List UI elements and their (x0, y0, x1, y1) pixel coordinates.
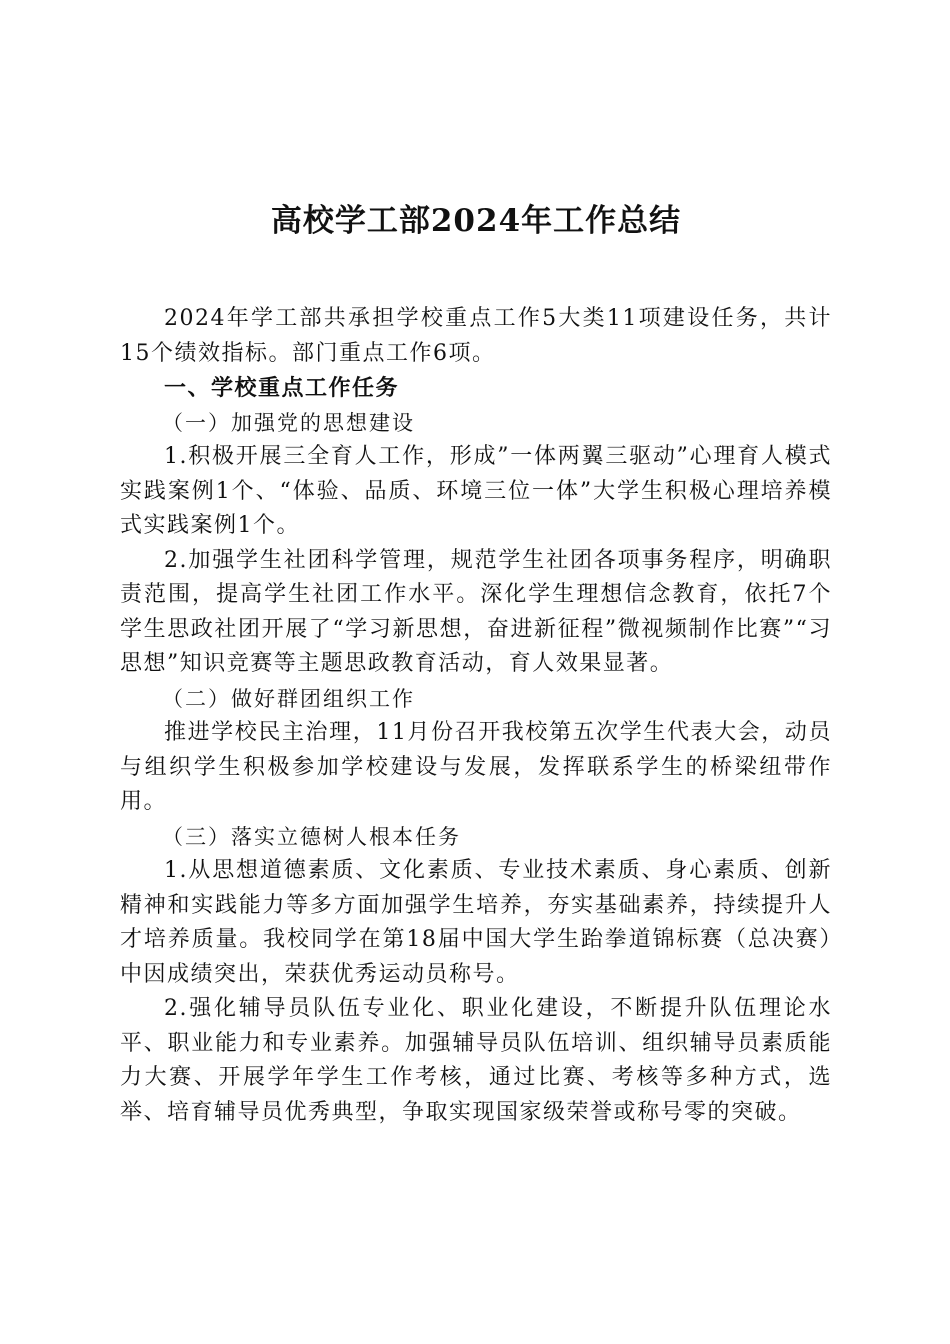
paragraph-3-1: 1.从思想道德素质、文化素质、专业技术素质、身心素质、创新精神和实践能力等多方面加强学生培养，夯实基础素养，持续提升人才培养质量。我校同学在第18届中国大学生跆拳道锦标赛（总决赛）中因成绩突出，荣获优秀运动员称号。 (120, 858, 832, 987)
paragraph-1-2: 2.加强学生社团科学管理，规范学生社团各项事务程序，明确职责范围，提高学生社团工作水平。深化学生理想信念教育，依托7个学生思政社团开展了“学习新思想，奋进新征程”微视频制作比赛”“习思想”知识竞赛等主题思政教育活动，育人效果显著。 (120, 547, 832, 676)
intro-paragraph: 2024年学工部共承担学校重点工作5大类11项建设任务，共计15个绩效指标。部门重点工作6项。 (120, 306, 832, 366)
subsection-heading-3: （三）落实立德树人根本任务 (162, 824, 461, 849)
document-page (120, 196, 832, 1130)
paragraph-3-2: 2.强化辅导员队伍专业化、职业化建设，不断提升队伍理论水平、职业能力和专业素养。加强辅导员队伍培训、组织辅导员素质能力大赛、开展学年学生工作考核，通过比赛、考核等多种方式，选举、培育辅导员优秀典型，争取实现国家级荣誉或称号零的突破。 (120, 996, 832, 1125)
paragraph-2-1: 推进学校民主治理，11月份召开我校第五次学生代表大会，动员与组织学生积极参加学校建设与发展，发挥联系学生的桥梁纽带作用。 (120, 720, 832, 814)
section-heading-1: 一、学校重点工作任务 (164, 375, 400, 401)
subsection-heading-2: （二）做好群团组织工作 (162, 686, 415, 711)
document-title: 高校学工部2024年工作总结 (270, 203, 682, 239)
paragraph-1-1: 1.积极开展三全育人工作，形成”一体两翼三驱动”心理育人模式实践案例1个、“体验、品质、环境三位一体”大学生积极心理培养模式实践案例1个。 (120, 444, 832, 538)
subsection-heading-1: （一）加强党的思想建设 (162, 410, 415, 435)
